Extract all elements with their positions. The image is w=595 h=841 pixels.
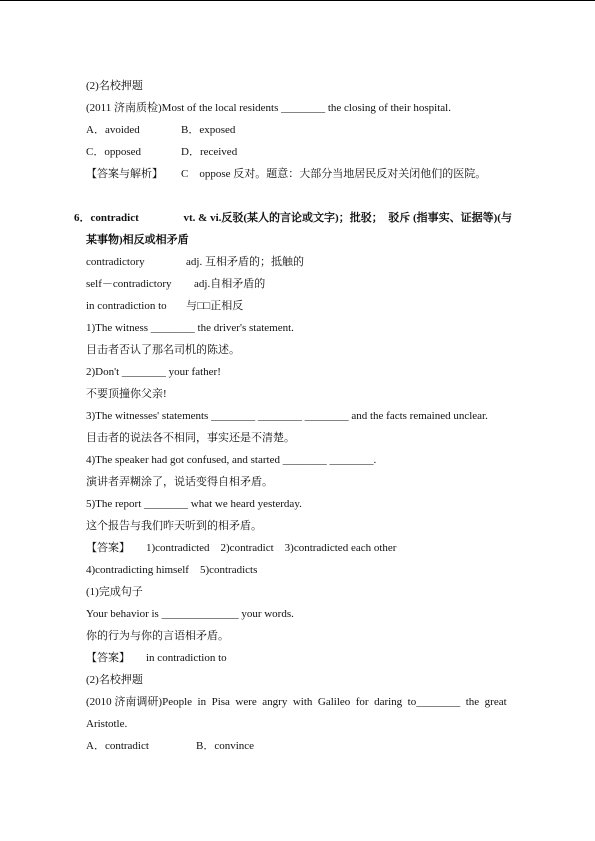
option-row — [86, 145, 237, 159]
derivative-def: adj. 互相矛盾的；抵触的 — [186, 256, 304, 268]
answer-text: in contradiction to — [146, 652, 227, 664]
phrase-word: in contradiction to — [86, 300, 167, 312]
entry-definition-cont: 某事物)相反或相矛盾 — [86, 234, 189, 246]
section-heading: (1)完成句子 — [86, 586, 143, 598]
derivative-word: self－contradictory — [86, 278, 172, 290]
answer-line — [86, 651, 227, 665]
derivative-word: contradictory — [86, 256, 145, 268]
entry-headword-line — [74, 211, 512, 225]
phrase-line — [86, 299, 243, 313]
answer-label: 【答案与解析】 — [86, 168, 163, 180]
example-en: 1)The witness ________ the driver's statement. — [86, 322, 294, 334]
derivative-line — [86, 255, 304, 269]
answer-line — [86, 541, 396, 555]
answer-text-cont: 4)contradicting himself 5)contradicts — [86, 564, 258, 576]
option-c: C．opposed — [86, 146, 141, 158]
option-a: A．contradict — [86, 740, 149, 752]
example-zh: 演讲者弄糊涂了，说话变得自相矛盾。 — [86, 476, 273, 488]
exercise-sentence: Your behavior is ______________ your words. — [86, 608, 294, 620]
entry-word: contradict — [90, 212, 139, 224]
option-a: A．avoided — [86, 124, 140, 136]
example-zh: 目击者否认了那名司机的陈述。 — [86, 344, 240, 356]
example-zh: 目击者的说法各不相同，事实还是不清楚。 — [86, 432, 295, 444]
section-heading: (2)名校押题 — [86, 674, 143, 686]
answer-text: C oppose 反对。题意：大部分当地居民反对关闭他们的医院。 — [181, 168, 487, 180]
example-en: 4)The speaker had got confused, and started ________ ________. — [86, 454, 377, 466]
example-en: 5)The report ________ what we heard yesterday. — [86, 498, 302, 510]
question-text: (2011 济南质检)Most of the local residents ________ the closing of their hospital. — [86, 102, 451, 114]
option-b: B．convince — [196, 740, 255, 752]
top-rule — [0, 0, 595, 1]
option-row — [86, 123, 235, 137]
answer-label: 【答案】 — [86, 542, 130, 554]
question-text: (2010 济南调研)People in Pisa were angry with Galileo for daring to________ the great — [86, 696, 507, 708]
derivative-def: adj.自相矛盾的 — [194, 278, 266, 290]
example-en: 2)Don't ________ your father! — [86, 366, 221, 378]
option-row — [86, 739, 254, 753]
entry-number: 6． — [74, 212, 91, 224]
answer-text: 1)contradicted 2)contradict 3)contradicted each other — [146, 542, 397, 554]
phrase-def: 与□□正相反 — [186, 300, 244, 312]
option-d: D．received — [181, 146, 238, 158]
entry-definition: vt. & vi.反驳(某人的言论或文字)；批驳； 驳斥 (指事实、证据等)(与 — [183, 212, 512, 224]
answer-label: 【答案】 — [86, 652, 130, 664]
exercise-translation: 你的行为与你的言语相矛盾。 — [86, 630, 229, 642]
question-text-cont: Aristotle. — [86, 718, 128, 730]
section-heading: (2)名校押题 — [86, 80, 143, 92]
derivative-line — [86, 277, 265, 291]
example-zh: 不要顶撞你父亲! — [86, 388, 167, 400]
answer-line — [86, 167, 486, 181]
example-zh: 这个报告与我们昨天听到的相矛盾。 — [86, 520, 262, 532]
option-b: B．exposed — [181, 124, 236, 136]
example-en: 3)The witnesses' statements ________ ________ ________ and the facts remained unclear. — [86, 410, 488, 422]
